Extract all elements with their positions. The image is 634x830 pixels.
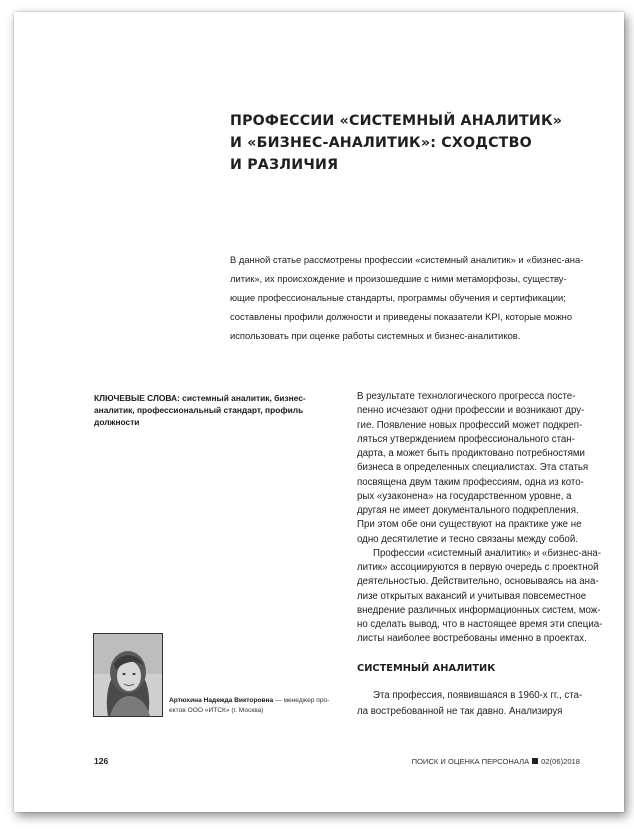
keywords-text: системный аналитик, бизнес-аналитик, профессиональный стандарт, профиль должности xyxy=(94,393,306,427)
body-line: При этом обе они существуют на практике уже не xyxy=(357,519,582,531)
keywords-label: КЛЮЧЕВЫЕ СЛОВА: xyxy=(94,393,180,403)
body-line: гие. Появление новых профессий может подкреп- xyxy=(357,419,583,431)
journal-footer xyxy=(412,757,580,766)
keywords-block xyxy=(94,392,344,428)
title-line: И РАЗЛИЧИЯ xyxy=(230,157,339,173)
body-line: но сделать вывод, что в настоящее время эти специа- xyxy=(357,619,603,630)
abstract-line: В данной статье рассмотрены профессии «системный аналитик» и «бизнес-ана- xyxy=(230,254,584,265)
title-line: И «БИЗНЕС-АНАЛИТИК»: СХОДСТВО xyxy=(230,135,532,151)
author-credit xyxy=(169,696,339,716)
title-line: ПРОФЕССИИ «СИСТЕМНЫЙ АНАЛИТИК» xyxy=(230,113,563,129)
section-heading: СИСТЕМНЫЙ АНАЛИТИК xyxy=(357,663,496,674)
body-line: листы наиболее востребованы именно в проектах. xyxy=(357,633,587,645)
body-line: деятельностью. Действительно, основываясь на ана- xyxy=(357,576,599,588)
abstract-line: литик», их происхождение и произошедшие с ними метаморфозы, существу- xyxy=(230,273,567,284)
body-line: бизнеса в определенных специалистах. Эта статья xyxy=(357,462,589,474)
body-line: посвящена двум таким профессиям, одна из кото- xyxy=(357,476,584,488)
body-line: дарта, а может быть продиктовано потребностями xyxy=(357,448,585,459)
square-bullet-icon xyxy=(532,758,538,764)
article-title xyxy=(230,110,590,176)
author-details: — менеджер про-ектов ООО «ИТСК» (г. Москва) xyxy=(169,697,330,714)
issue-number: 02(06)2018 xyxy=(541,757,580,766)
abstract-line: составлены профили должности и приведены показатели KPI, которые можно xyxy=(230,311,573,322)
body-text xyxy=(357,390,607,647)
section-line: Эта профессия, появившаяся в 1960-х гг., ста- xyxy=(373,690,583,701)
author-name: Артюхина Надежда Викторовна xyxy=(169,697,274,704)
body-line: рых «узаконена» на государственном уровне, а xyxy=(357,490,572,502)
body-line: ляться утверждением профессионального стан- xyxy=(357,433,575,445)
author-portrait-image xyxy=(94,634,162,716)
body-line: одно десятилетие и тесно связаны между собой. xyxy=(357,533,578,545)
section-line: ла востребованной не так давно. Анализируя xyxy=(357,706,563,717)
journal-page xyxy=(14,12,624,812)
abstract-line: использовать при оценке работы системных и бизнес-аналитиков. xyxy=(230,330,521,341)
body-line: внедрение различных информационных систем, мож- xyxy=(357,604,601,616)
author-photo xyxy=(93,633,163,717)
body-line: литик» ассоциируются в первую очередь с проектной xyxy=(357,562,599,573)
page-number: 126 xyxy=(94,756,109,766)
body-line: другая не имеет документального подкрепления. xyxy=(357,505,579,516)
abstract-line: ющие профессиональные стандарты, программы обучения и сертификации; xyxy=(230,292,566,303)
body-line: В результате технологического прогресса посте- xyxy=(357,391,576,402)
body-line: пенно исчезают одни профессии и возникают дру- xyxy=(357,405,585,417)
article-abstract xyxy=(230,250,598,345)
section-text xyxy=(357,688,607,720)
body-line: лизе открытых вакансий и учитывая повсеместное xyxy=(357,590,587,602)
journal-name: ПОИСК И ОЦЕНКА ПЕРСОНАЛА xyxy=(411,757,530,766)
body-line: Профессии «системный аналитик» и «бизнес-ана- xyxy=(373,547,601,559)
